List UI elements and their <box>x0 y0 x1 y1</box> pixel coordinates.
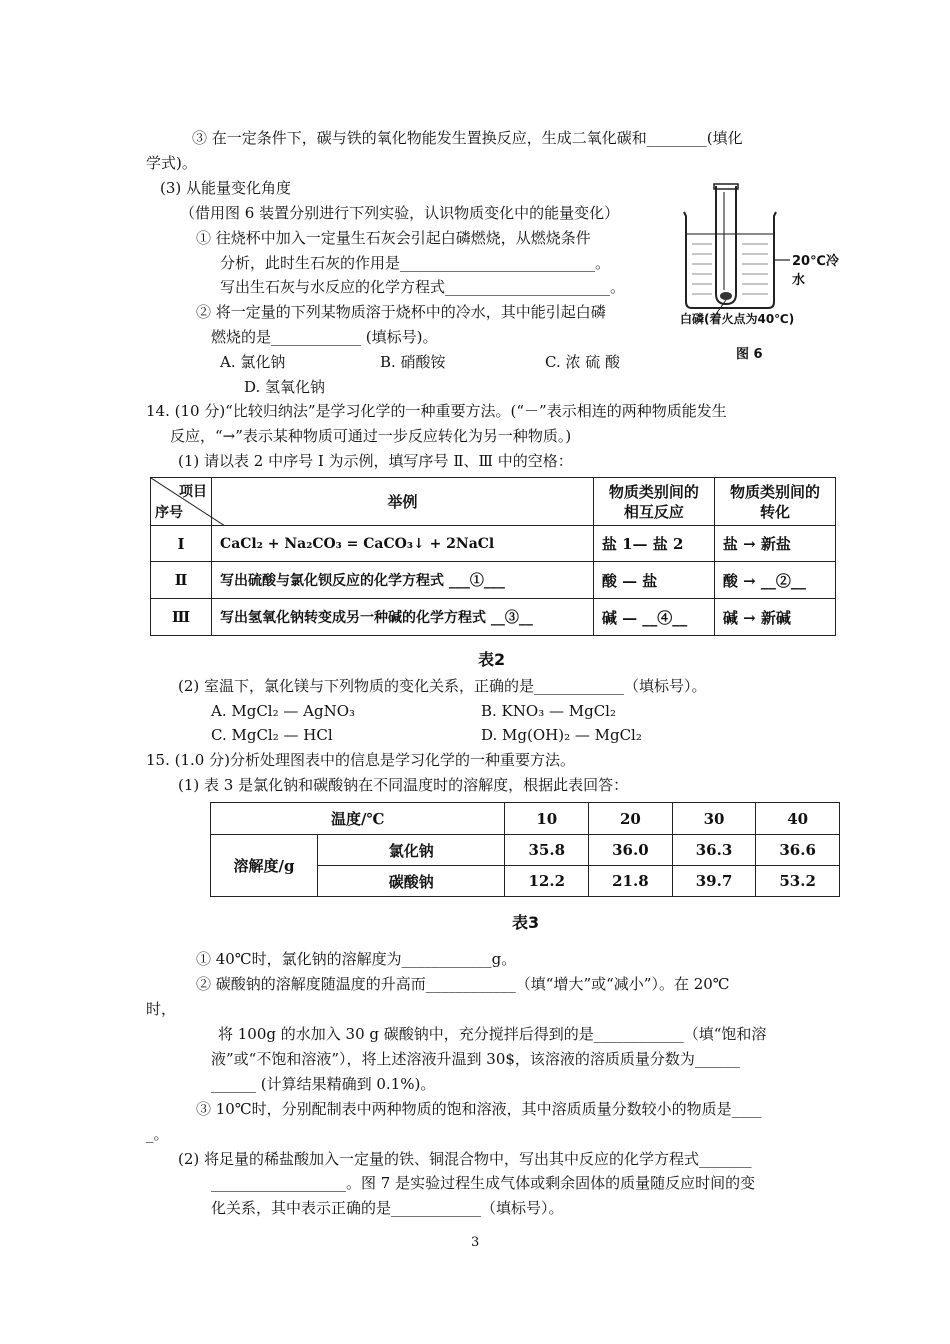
table2-seq: Ⅰ <box>151 526 212 562</box>
table3-substance-name: 氯化钠 <box>318 835 505 866</box>
table2-conversion: 盐 → 新盐 <box>714 526 835 562</box>
q14-line2: 反应，“→”表示某种物质可通过一步反应转化为另一种物质。) <box>170 427 572 445</box>
q15-a1: ① 40℃时，氯化钠的溶解度为____________g。 <box>196 950 517 968</box>
q14-section2: (2) 室温下，氯化镁与下列物质的变化关系，正确的是____________（填标号）。 <box>178 677 707 695</box>
table2-reaction: 酸 — 盐 <box>593 562 714 599</box>
table3-value: 39.7 <box>672 866 756 897</box>
q13-item1-line1: ① 往烧杯中加入一定量生石灰会引起白磷燃烧，从燃烧条件 <box>196 229 591 247</box>
table2-example: 写出氢氧化钠转变成另一种碱的化学方程式 __③__ <box>212 599 594 636</box>
table2-header-seq: 序号 <box>155 505 183 521</box>
q13-section3-title: (3) 从能量变化角度 <box>160 179 292 197</box>
table2-example: 写出硫酸与氯化钡反应的化学方程式 ___①___ <box>212 562 594 599</box>
table2-seq: Ⅱ <box>151 562 212 599</box>
q15-a2-line3: 将 100g 的水加入 30 g 碳酸钠中，充分搅拌后得到的是____________（填“饱和溶 <box>218 1025 767 1043</box>
q13-item1-line3: 写出生石灰与水反应的化学方程式______________________。 <box>220 278 626 296</box>
q15-section1: (1) 表 3 是氯化钠和碳酸钠在不同温度时的溶解度，根据此表回答： <box>178 776 629 794</box>
table2-header-conversion: 物质类别间的转化 <box>714 478 835 526</box>
table2-header-example: 举例 <box>212 478 594 526</box>
table3-value: 36.3 <box>672 835 756 866</box>
table2-row <box>151 599 836 636</box>
table2-example: CaCl₂ + Na₂CO₃ = CaCO₃↓ + 2NaCl <box>212 526 594 562</box>
q15-a2-line5: ______ (计算结果精确到 0.1%)。 <box>211 1075 436 1093</box>
q15-section2-line3: 化关系，其中表示正确的是____________（填标号）。 <box>211 1199 564 1217</box>
table2-conversion: 酸 → __②__ <box>714 562 835 599</box>
q13-p3-line1: ③ 在一定条件下，碳与铁的氧化物能发生置换反应，生成二氧化碳和________(填化 <box>192 129 743 147</box>
q15-line1: 15. (1.0 分)分析处理图表中的信息是学习化学的一种重要方法。 <box>146 751 575 769</box>
table2-row <box>151 562 836 599</box>
table3-value: 36.6 <box>756 835 840 866</box>
page-number: 3 <box>471 1235 480 1250</box>
q13-item2-line2: 燃烧的是____________ (填标号)。 <box>211 328 438 346</box>
table3-temp: 40 <box>756 803 840 835</box>
figure-6-water-label: 20℃冷水 <box>792 254 839 288</box>
table2-conversion: 碱 → 新碱 <box>714 599 835 636</box>
table3-row <box>211 835 840 866</box>
table3-temp: 20 <box>589 803 673 835</box>
q13-option-b: B. 硝酸铵 <box>380 353 446 371</box>
q13-option-c: C. 浓 硫 酸 <box>545 353 621 371</box>
q13-option-d: D. 氢氧化钠 <box>244 378 326 396</box>
table3-substance-name: 碳酸钠 <box>318 866 505 897</box>
q14-option-a: A. MgCl₂ — AgNO₃ <box>211 702 356 720</box>
q15-a2-line4: 液”或“不饱和溶液”），将上述溶液升温到 30$，该溶液的溶质质量分数为______ <box>211 1050 740 1068</box>
q15-section2-line2: __________________。图 7 是实验过程生成气体或剩余固体的质量随反应时间的变 <box>211 1174 756 1192</box>
q13-item2-line1: ② 将一定量的下列某物质溶于烧杯中的冷水，其中能引起白磷 <box>196 303 606 321</box>
q13-p3-line2: 学式)。 <box>146 154 197 172</box>
table2-reaction: 盐 1— 盐 2 <box>593 526 714 562</box>
table3-temp: 30 <box>672 803 756 835</box>
table-3 <box>210 802 840 897</box>
table2-seq: Ⅲ <box>151 599 212 636</box>
q13-item1-line2: 分析，此时生石灰的作用是__________________________。 <box>220 254 611 272</box>
table3-temp: 10 <box>505 803 589 835</box>
table3-solubility-label: 溶解度/g <box>211 835 318 897</box>
table3-value: 21.8 <box>589 866 673 897</box>
q14-option-c: C. MgCl₂ — HCl <box>211 726 333 744</box>
q13-option-a: A. 氯化钠 <box>220 353 286 371</box>
q15-a2-line2: 时， <box>146 1000 177 1018</box>
table3-value: 12.2 <box>505 866 589 897</box>
table2-header-reaction: 物质类别间的相互反应 <box>593 478 714 526</box>
table3-value: 53.2 <box>756 866 840 897</box>
table2-header-item: 项目 <box>179 484 208 500</box>
q14-option-d: D. Mg(OH)₂ — MgCl₂ <box>481 726 642 744</box>
table2-reaction: 碱 — __④__ <box>593 599 714 636</box>
table3-caption: 表3 <box>512 913 540 932</box>
table-2 <box>150 477 836 636</box>
figure-6-phosphorus-label: 白磷(着火点为40℃) <box>680 312 795 326</box>
q14-line1: 14. (10 分)“比较归纳法”是学习化学的一种重要方法。(“－”表示相连的两种物质能发生 <box>146 402 727 420</box>
q15-a3-line2: _。 <box>146 1125 169 1143</box>
table3-value: 35.8 <box>505 835 589 866</box>
q14-option-b: B. KNO₃ — MgCl₂ <box>481 702 616 720</box>
table3-temp-header: 温度/℃ <box>211 803 505 835</box>
q14-section1: (1) 请以表 2 中序号 Ⅰ 为示例，填写序号 Ⅱ、Ⅲ 中的空格： <box>178 452 573 470</box>
q15-a3-line1: ③ 10℃时，分别配制表中两种物质的饱和溶液，其中溶质质量分数较小的物质是____ <box>196 1100 762 1118</box>
table2-header-corner <box>151 478 212 526</box>
figure-6-caption: 图 6 <box>736 347 763 362</box>
figure-6 <box>672 182 842 362</box>
table2-caption: 表2 <box>478 650 506 669</box>
table3-value: 36.0 <box>589 835 673 866</box>
q15-section2-line1: (2) 将足量的稀盐酸加入一定量的铁、铜混合物中，写出其中反应的化学方程式_______ <box>178 1150 752 1168</box>
q13-section3-intro: （借用图 6 装置分别进行下列实验，认识物质变化中的能量变化） <box>180 204 620 222</box>
q15-a2-line1: ② 碳酸钠的溶解度随温度的升高而____________（填“增大”或“减小”）。在 20℃ <box>196 975 730 993</box>
table2-row <box>151 526 836 562</box>
